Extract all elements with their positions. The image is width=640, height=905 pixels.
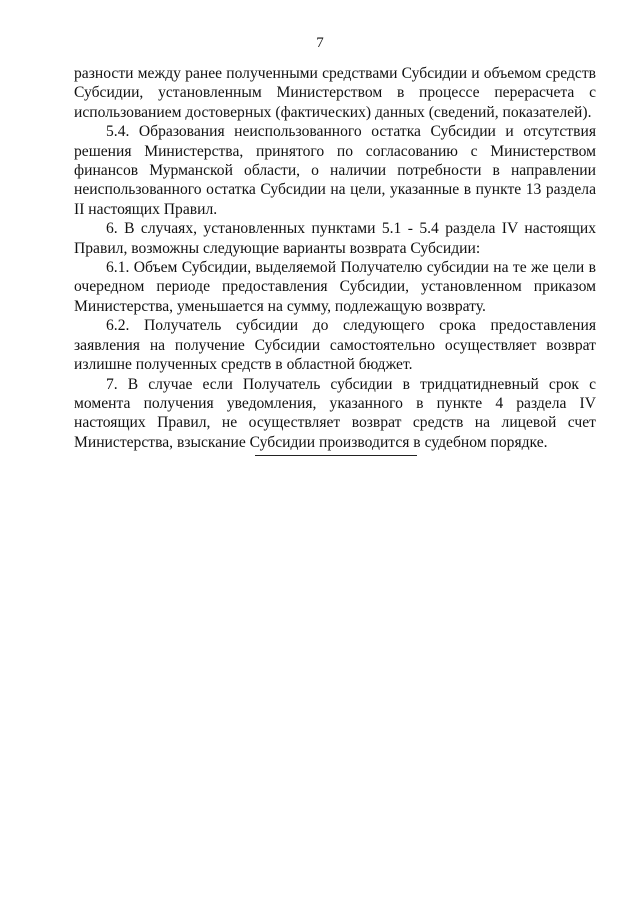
paragraph-6-1: 6.1. Объем Субсидии, выделяемой Получателю субсидии на те же цели в очередном периоде предоставления Субсидии, установленном приказом Министерства, уменьшается на сумму, подлежащую возврату. [74,259,596,315]
document-body [74,64,596,452]
paragraph-5-4: 5.4. Образования неиспользованного остатка Субсидии и отсутствия решения Министерства, принятого по согласованию с Министерством финансов Мурманской области, о наличии потребности в направлении неиспользованного остатка Субсидии на цели, указанные в пункте 13 раздела II настоящих Правил. [74,123,596,218]
end-of-document-line [255,455,417,456]
paragraph-6: 6. В случаях, установленных пунктами 5.1 - 5.4 раздела IV настоящих Правил, возможны следующие варианты возврата Субсидии: [74,220,596,257]
paragraph-6-2: 6.2. Получатель субсидии до следующего срока предоставления заявления на получение Субсидии самостоятельно осуществляет возврат излишне полученных средств в областной бюджет. [74,317,596,374]
paragraph-continuation: разности между ранее полученными средствами Субсидии и объемом средств Субсидии, установленным Министерством в процессе перерасчета с использованием достоверных (фактических) данных (сведений, показателей). [74,65,596,121]
page-number: 7 [316,35,324,51]
paragraph-7: 7. В случае если Получатель субсидии в тридцатидневный срок с момента получения уведомления, указанного в пункте 4 раздела IV настоящих Правил, не осуществляет возврат средств на лицевой счет Министерства, взыскание Субсидии производится в судебном порядке. [74,375,596,451]
